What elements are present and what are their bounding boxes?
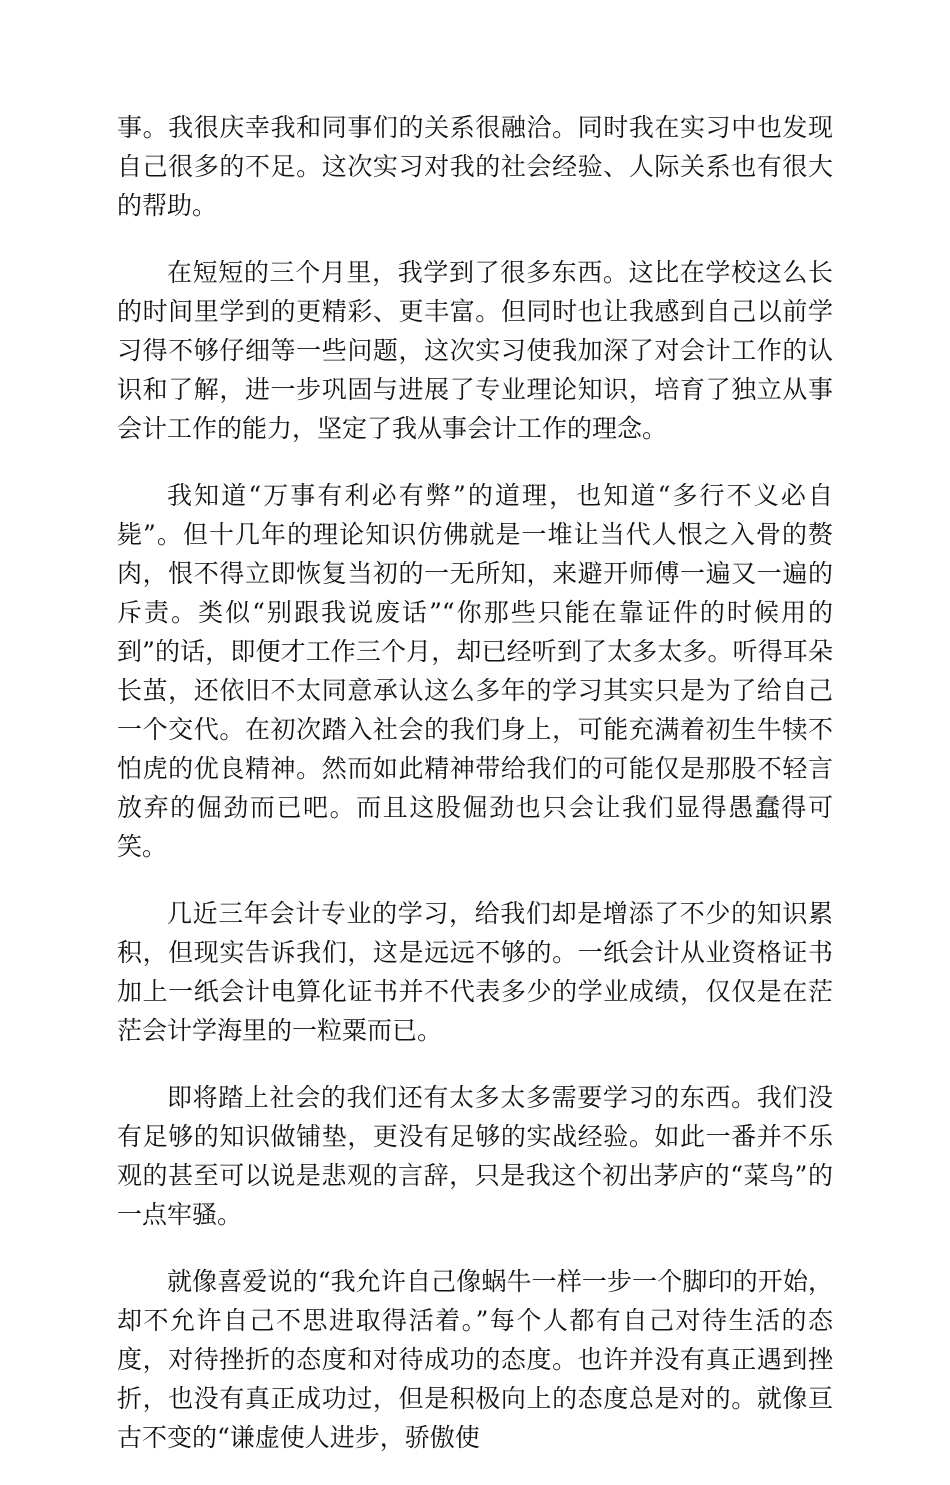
- paragraph-3: 我知道“万事有利必有弊”的道理，也知道“多行不义必自毙”。但十几年的理论知识仿佛就是一堆让当代人恨之入骨的赘肉，恨不得立即恢复当初的一无所知，来避开师傅一遍又一遍的斥责。类似“别跟我说废话”“你那些只能在靠证件的时候用的到”的话，即便才工作三个月，却已经听到了太多太多。听得耳朵长茧，还依旧不太同意承认这么多年的学习其实只是为了给自己一个交代。在初次踏入社会的我们身上，可能充满着初生牛犊不怕虎的优良精神。然而如此精神带给我们的可能仅是那股不轻言放弃的倔劲而已吧。而且这股倔劲也只会让我们显得愚蠢得可笑。: [117, 481, 833, 861]
- paragraph-5: 即将踏上社会的我们还有太多太多需要学习的东西。我们没有足够的知识做铺垫，更没有足够的实战经验。如此一番并不乐观的甚至可以说是悲观的言辞，只是我这个初出茅庐的“菜鸟”的一点牢骚。: [117, 1083, 833, 1229]
- paragraph-2: 在短短的三个月里，我学到了很多东西。这比在学校这么长的时间里学到的更精彩、更丰富。但同时也让我感到自己以前学习得不够仔细等一些问题，这次实习使我加深了对会计工作的认识和了解，进一步巩固与进展了专业理论知识，培育了独立从事会计工作的能力，坚定了我从事会计工作的理念。: [117, 258, 833, 443]
- document-body: [117, 108, 833, 1485]
- paragraph-4: 几近三年会计专业的学习，给我们却是增添了不少的知识累积，但现实告诉我们，这是远远不够的。一纸会计从业资格证书加上一纸会计电算化证书并不代表多少的学业成绩，仅仅是在茫茫会计学海里的一粒粟而已。: [117, 899, 833, 1045]
- paragraph-6: 就像喜爱说的“我允许自己像蜗牛一样一步一个脚印的开始，却不允许自己不思进取得活着。”每个人都有自己对待生活的态度，对待挫折的态度和对待成功的态度。也许并没有真正遇到挫折，也没有真正成功过，但是积极向上的态度总是对的。就像亘古不变的“谦虚使人进步，骄傲使: [117, 1267, 833, 1452]
- paragraph-1: 事。我很庆幸我和同事们的关系很融洽。同时我在实习中也发现自己很多的不足。这次实习对我的社会经验、人际关系也有很大的帮助。: [117, 113, 833, 220]
